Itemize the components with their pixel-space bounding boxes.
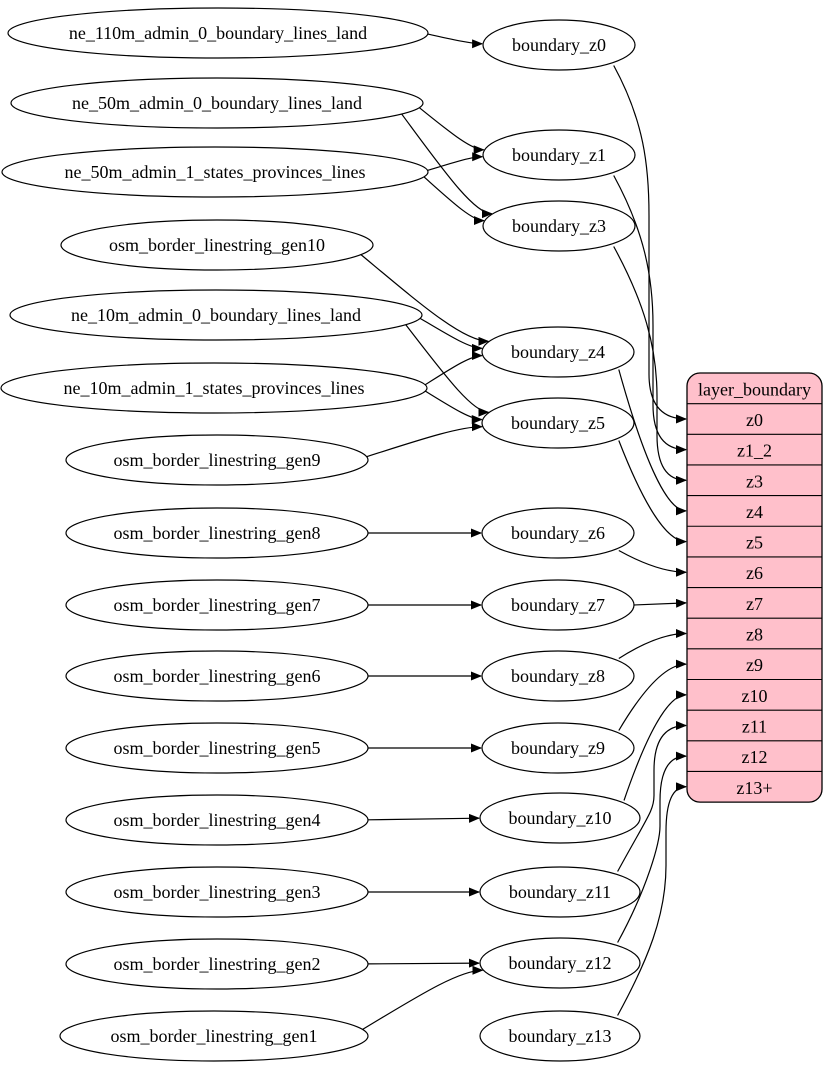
node-osm_border_linestring_gen7 xyxy=(66,580,368,630)
node-label: osm_border_linestring_gen8 xyxy=(113,523,321,543)
node-label: boundary_z5 xyxy=(511,413,605,433)
table-row-label-z5: z5 xyxy=(746,532,763,553)
node-osm_border_linestring_gen4 xyxy=(66,795,368,845)
node-boundary_z11 xyxy=(480,867,640,917)
table-row-label-z10: z10 xyxy=(741,685,768,706)
node-ne_50m_admin_0_boundary_lines_land xyxy=(11,78,423,128)
node-boundary_z6 xyxy=(482,508,634,558)
table-row-label-z9: z9 xyxy=(746,655,763,676)
node-boundary_z13 xyxy=(480,1011,640,1061)
node-ne_50m_admin_1_states_provinces_lines xyxy=(2,147,428,197)
edge-ne_10m_admin_0_boundary_lines_land-to-boundary_z5 xyxy=(406,325,489,412)
table-row-label-z7: z7 xyxy=(746,593,763,614)
node-label: osm_border_linestring_gen2 xyxy=(113,954,321,974)
edge-ne_110m_admin_0_boundary_lines_land-to-boundary_z0 xyxy=(428,34,482,44)
edge-boundary_z0-to-row-z0 xyxy=(614,66,686,419)
node-osm_border_linestring_gen6 xyxy=(66,651,368,701)
node-osm_border_linestring_gen1 xyxy=(60,1011,368,1061)
table-row-label-z3: z3 xyxy=(746,471,763,492)
node-boundary_z3 xyxy=(483,201,635,251)
node-label: boundary_z3 xyxy=(512,216,606,236)
node-label: ne_10m_admin_1_states_provinces_lines xyxy=(63,378,365,398)
edge-osm_border_linestring_gen2-to-boundary_z12 xyxy=(368,963,479,964)
node-ne_110m_admin_0_boundary_lines_land xyxy=(8,8,428,58)
node-label: osm_border_linestring_gen4 xyxy=(113,810,321,830)
node-osm_border_linestring_gen9 xyxy=(66,435,368,485)
node-boundary_z5 xyxy=(482,398,634,448)
node-label: ne_10m_admin_0_boundary_lines_land xyxy=(71,305,361,325)
edge-boundary_z6-to-row-z6 xyxy=(619,551,686,573)
edge-boundary_z8-to-row-z8 xyxy=(619,634,686,659)
node-osm_border_linestring_gen2 xyxy=(66,939,368,989)
node-label: boundary_z4 xyxy=(511,342,605,362)
node-boundary_z4 xyxy=(482,327,634,377)
node-label: osm_border_linestring_gen9 xyxy=(113,450,321,470)
node-label: boundary_z12 xyxy=(508,953,612,973)
node-boundary_z10 xyxy=(480,793,640,843)
node-osm_border_linestring_gen3 xyxy=(66,867,368,917)
edge-ne_10m_admin_0_boundary_lines_land-to-boundary_z4 xyxy=(420,318,482,348)
node-label: boundary_z6 xyxy=(511,523,605,543)
node-ne_10m_admin_1_states_provinces_lines xyxy=(1,363,427,413)
edge-boundary_z12-to-row-z12 xyxy=(618,756,686,942)
node-label: boundary_z8 xyxy=(511,666,605,686)
node-boundary_z1 xyxy=(483,130,635,180)
edge-boundary_z7-to-row-z7 xyxy=(634,603,686,605)
edge-ne_50m_admin_1_states_provinces_lines-to-boundary_z1 xyxy=(428,157,483,171)
node-label: boundary_z9 xyxy=(511,738,605,758)
node-osm_border_linestring_gen5 xyxy=(66,723,368,773)
node-osm_border_linestring_gen10 xyxy=(61,220,373,270)
node-label: boundary_z7 xyxy=(511,595,605,615)
node-label: osm_border_linestring_gen3 xyxy=(113,882,321,902)
node-label: osm_border_linestring_gen1 xyxy=(110,1026,318,1046)
node-label: ne_50m_admin_1_states_provinces_lines xyxy=(64,162,366,182)
node-label: boundary_z1 xyxy=(512,145,606,165)
node-label: ne_110m_admin_0_boundary_lines_land xyxy=(68,23,368,43)
table-row-label-z11: z11 xyxy=(741,716,768,737)
nodes-layer xyxy=(1,8,822,1061)
table-row-label-z4: z4 xyxy=(746,501,763,522)
table-row-label-z13+: z13+ xyxy=(736,777,773,798)
node-label: osm_border_linestring_gen6 xyxy=(113,666,321,686)
table-row-label-z6: z6 xyxy=(746,563,763,584)
table-title: layer_boundary xyxy=(698,379,811,400)
table-row-label-z1_2: z1_2 xyxy=(737,440,772,461)
node-boundary_z12 xyxy=(480,938,640,988)
edge-ne_50m_admin_0_boundary_lines_land-to-boundary_z1 xyxy=(419,108,483,150)
edge-osm_border_linestring_gen9-to-boundary_z5 xyxy=(367,427,482,457)
node-label: boundary_z11 xyxy=(508,882,612,902)
table-row-label-z12: z12 xyxy=(741,747,768,768)
node-label: ne_50m_admin_0_boundary_lines_land xyxy=(72,93,362,113)
node-label: boundary_z0 xyxy=(512,35,606,55)
node-osm_border_linestring_gen8 xyxy=(66,508,368,558)
table-row-label-z8: z8 xyxy=(746,624,763,645)
node-boundary_z0 xyxy=(483,20,635,70)
table-row-label-z0: z0 xyxy=(746,409,763,430)
node-boundary_z9 xyxy=(482,723,634,773)
edge-osm_border_linestring_gen4-to-boundary_z10 xyxy=(368,818,479,820)
node-label: osm_border_linestring_gen7 xyxy=(113,595,321,615)
edge-osm_border_linestring_gen1-to-boundary_z12 xyxy=(363,970,483,1029)
table-layer-boundary xyxy=(687,373,822,802)
node-ne_10m_admin_0_boundary_lines_land xyxy=(10,290,422,340)
node-label: boundary_z10 xyxy=(508,808,612,828)
node-label: boundary_z13 xyxy=(508,1026,612,1046)
node-label: osm_border_linestring_gen5 xyxy=(113,738,321,758)
node-boundary_z7 xyxy=(482,580,634,630)
node-label: osm_border_linestring_gen10 xyxy=(109,235,325,255)
node-boundary_z8 xyxy=(482,651,634,701)
